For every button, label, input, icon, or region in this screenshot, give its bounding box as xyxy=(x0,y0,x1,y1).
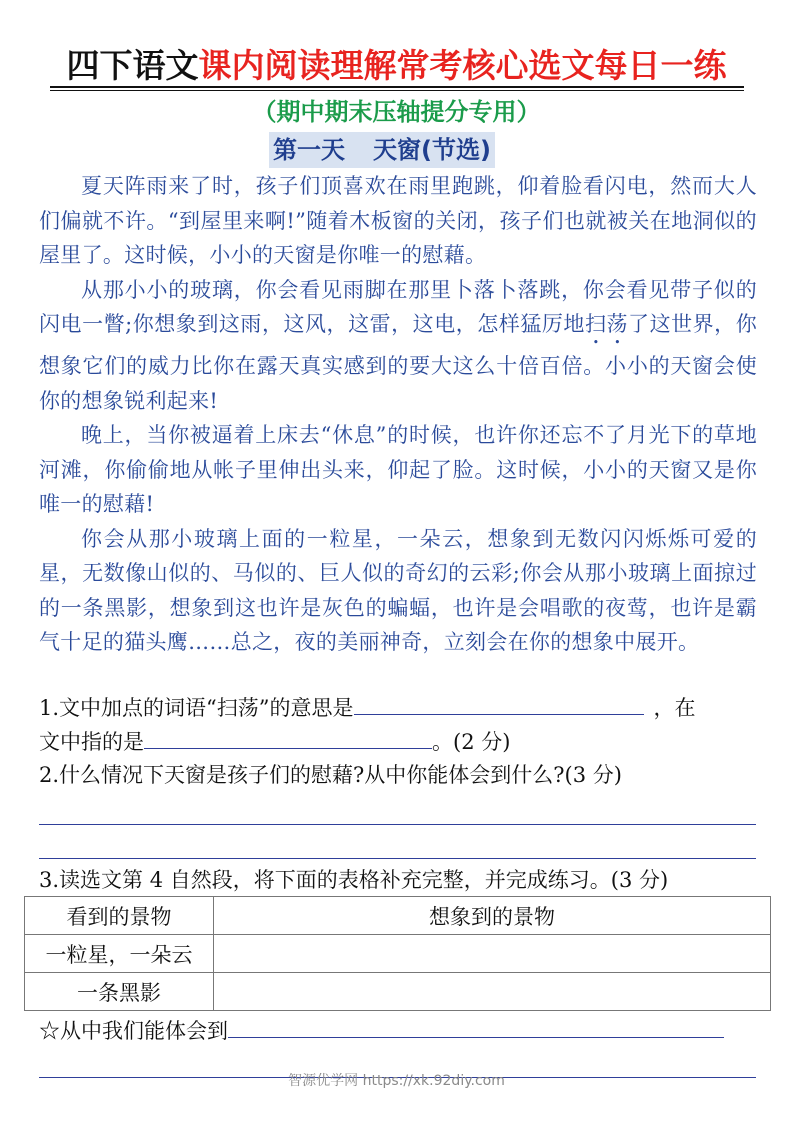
question-3-conclusion xyxy=(39,1013,759,1048)
question-1-line-1 xyxy=(39,690,759,725)
table-row xyxy=(25,935,771,973)
passage-paragraph-4: 你会从那小玻璃上面的一粒星，一朵云，想象到无数闪闪烁烁可爱的星，无数像山似的、马似的、巨人似的奇幻的云彩;你会从那小玻璃上面掠过的一条黑影，想象到这也许是灰色的蝙蝠，也许是会唱歌的夜莺，也许是霸气十足的猫头鹰……总之，夜的美丽神奇，立刻会在你的想象中展开。 xyxy=(39,526,757,654)
passage-p2-part-b: 了这世界，你想象它们的威力比你在露天真实感到的要大这么十倍百倍。小小的天窗会使你的想象锐利起来! xyxy=(39,312,757,413)
passage-paragraph-1: 夏天阵雨来了时，孩子们顶喜欢在雨里跑跳，仰着脸看闪电，然而大人们偏就不许。“到屋里来啊!”随着木板窗的关闭，孩子们也就被关在地洞似的屋里了。这时候，小小的天窗是你唯一的慰藉。 xyxy=(39,174,757,267)
question-1-suffix: ，在 xyxy=(653,696,696,720)
table-row xyxy=(25,973,771,1011)
passage-paragraph-2 xyxy=(39,273,757,419)
table-cell-seen-2: 一条黑影 xyxy=(25,973,214,1011)
passage-paragraph-3: 晚上，当你被逼着上床去“休息”的时候，也许你还忘不了月光下的草地河滩，你偷偷地从帐子里伸出头来，仰起了脸。这时候，小小的天窗又是你唯一的慰藉! xyxy=(39,423,757,516)
table-cell-seen-1: 一粒星，一朵云 xyxy=(25,935,214,973)
question-1-line-2 xyxy=(39,724,759,759)
question-1-score: 。(2 分) xyxy=(432,730,511,754)
question-3: 3.读选文第 4 自然段，将下面的表格补充完整，并完成练习。(3 分) xyxy=(39,868,669,892)
question-1-context: 文中指的是 xyxy=(39,730,144,754)
title-subject: 四下语文 xyxy=(66,46,199,85)
lesson-heading xyxy=(269,132,495,168)
question-3-conclusion-text: ☆从中我们能体会到 xyxy=(39,1019,228,1043)
lesson-title: 天窗(节选) xyxy=(373,136,491,164)
answer-blank-3[interactable] xyxy=(228,1013,724,1038)
reading-passage xyxy=(39,169,757,660)
footer-watermark: 智源优学网 https://xk.92diy.com xyxy=(288,1073,505,1089)
table-cell-imagined-1[interactable] xyxy=(214,935,771,973)
dotted-word: 扫荡 xyxy=(584,312,629,336)
table-cell-imagined-2[interactable] xyxy=(214,973,771,1011)
answer-blank-2[interactable] xyxy=(144,724,432,749)
title-topic: 课内阅读理解常考核心选文每日一练 xyxy=(198,46,727,85)
answer-line-q2-1[interactable] xyxy=(39,824,756,825)
passage-p2-part-a: 从那小小的玻璃，你会看见雨脚在那里卜落卜落跳，你会看见带子似的闪电一瞥;你想象到这雨，这风，这雷，这电，怎样猛厉地 xyxy=(39,277,757,336)
day-label: 第一天 xyxy=(273,136,345,164)
answer-line-q2-2[interactable] xyxy=(39,858,756,859)
subtitle: （期中期末压轴提分专用） xyxy=(252,98,541,126)
answer-blank-1[interactable] xyxy=(354,690,644,715)
answer-table xyxy=(24,896,771,1011)
table-header-imagined: 想象到的景物 xyxy=(214,897,771,935)
page-title xyxy=(0,44,793,88)
question-2: 2.什么情况下天窗是孩子们的慰藉?从中你能体会到什么?(3 分) xyxy=(39,763,622,787)
question-1-text: 1.文中加点的词语“扫荡”的意思是 xyxy=(39,696,354,720)
title-rule-thin xyxy=(50,90,744,91)
table-row xyxy=(25,897,771,935)
table-header-seen: 看到的景物 xyxy=(25,897,214,935)
title-rule-thick xyxy=(50,86,744,88)
